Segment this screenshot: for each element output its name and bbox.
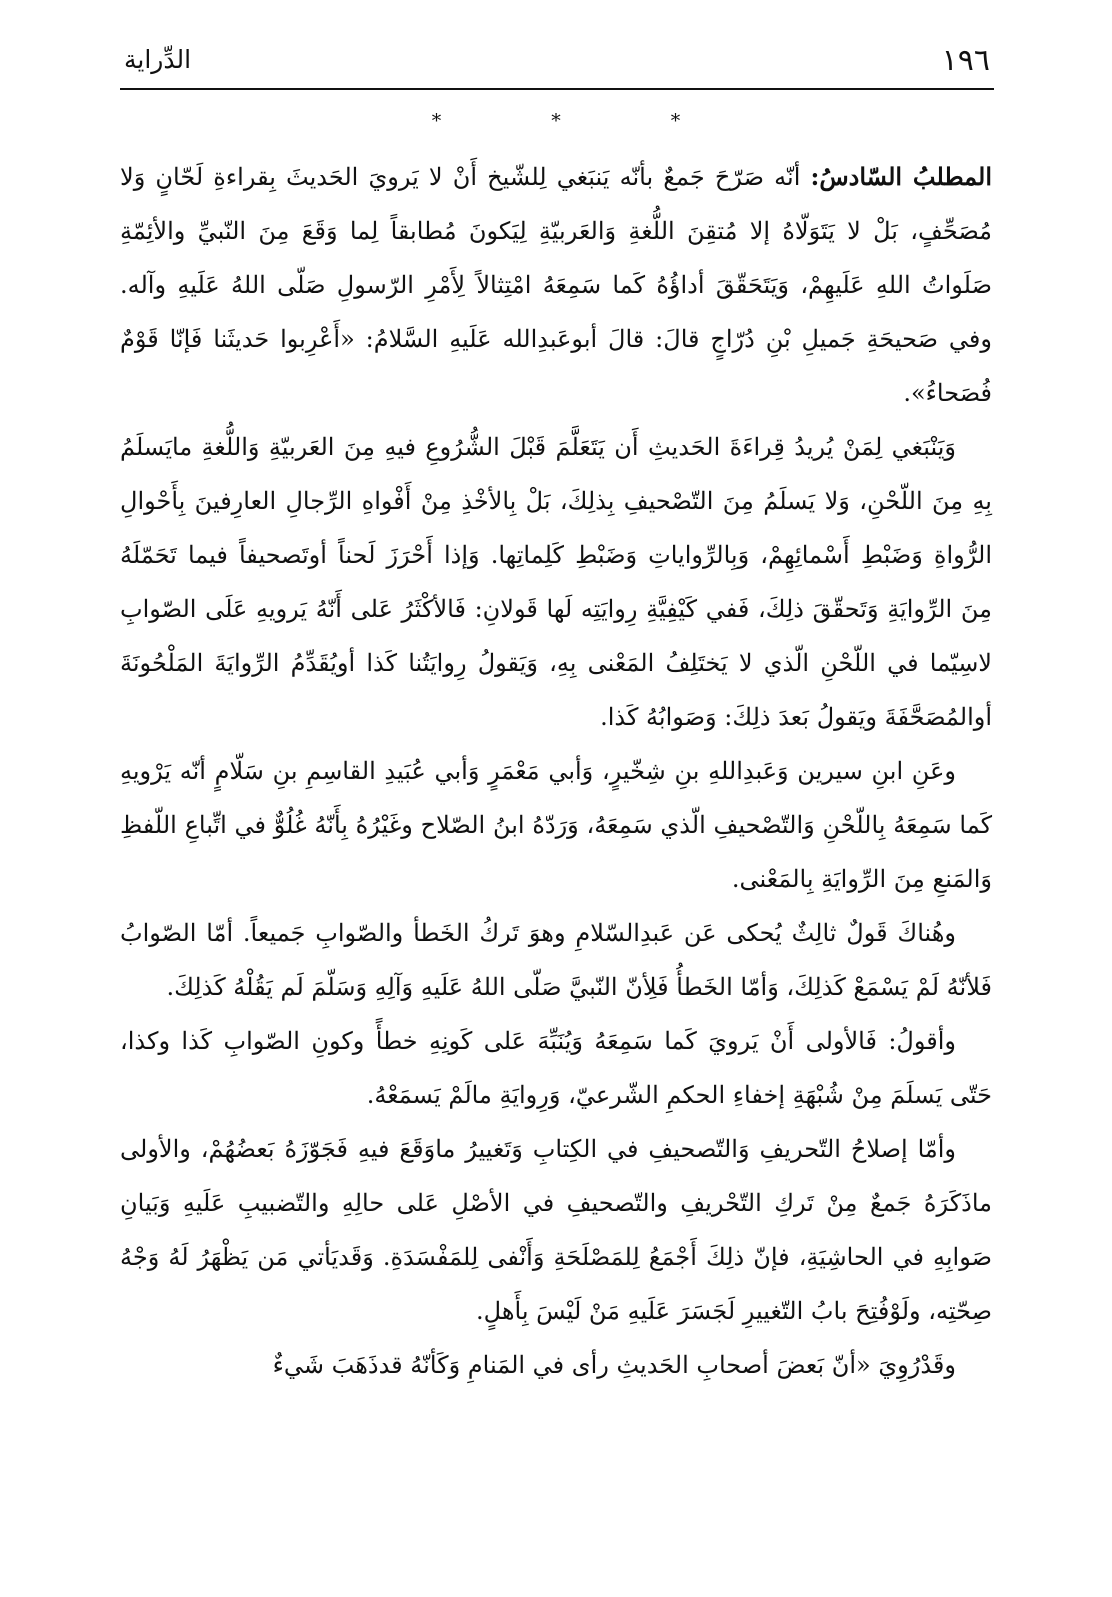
paragraph: وقَدْرُوِيَ «أنّ بَعضَ أصحابِ الحَديثِ رأى في المَنامِ وَكَأنّهُ قدذَهَبَ شَيءٌ [272,1351,956,1379]
page-header [120,40,994,90]
paragraph [120,150,992,420]
section-heading: المطلبُ السّادسُ: [810,162,992,191]
main-text [120,150,992,1392]
running-title: الدِّراية [124,45,192,74]
paragraph: وأمّا إصلاحُ التّحريفِ وَالتّصحيفِ في الكِتابِ وَتَغييرُ ماوَقَعَ فيهِ فَجَوّزَهُ بَعضُهُمْ، والأولى ماذَكَرَهُ جَمعٌ مِنْ تَركِ التّحْريفِ والتّصحيفِ في الأصْلِ عَلى حالِهِ والتّضبيبِ عَلَيهِ وَبَيانِ صَوابِهِ في الحاشِيَةِ، فإنّ ذلِكَ أَجْمَعُ لِلمَصْلَحَةِ وَأَنْفى لِلمَفْسَدَةِ. وَقَديَأتي مَن يَظْهَرُ لَهُ وَجْهُ صِحّتِه، ولَوْفُتِحَ بابُ التّغييرِ لَجَسَرَ عَلَيهِ مَنْ لَيْسَ بِأَهلٍ. [120,1135,992,1325]
paragraph-text: أنّه صَرّحَ جَمعٌ بأنّه يَنبَغي لِلشّيخ أَنْ لا يَرويَ الحَديثَ بِقراءةِ لَحّانٍ وَلا مُصَحِّفٍ، بَلْ لا يَتَوَلّاهُ إلا مُتقِنَ اللُّغةِ وَالعَربيّةِ لِيَكونَ مُطابقاً لِما وَقَعَ مِنَ النّبيِّ والأئِمّةِ صَلَواتُ اللهِ عَلَيهِمْ، وَيَتَحَقّقَ أداؤُهُ كَما سَمِعَهُ امْتِثالاً لِأَمْرِ الرّسولِ صَلّى اللهُ عَلَيهِ وآله. وفي صَحيحَةِ جَميلِ بْنِ دُرّاجٍ قالَ: قالَ أبوعَبدِالله عَلَيهِ السَّلامُ: «أَعْرِبوا حَديثَنا فَإنّا قَوْمٌ فُصَحاءُ». [120,163,993,407]
page-number: ١٩٦ [941,43,990,78]
paragraph: وَيَنْبَغي لِمَنْ يُريدُ قِراءَةَ الحَديثِ أَن يَتَعَلَّمَ قَبْلَ الشُّرُوعِ فيهِ مِنَ العَربيّةِ وَاللُّغةِ مايَسلَمُ بِهِ مِنَ اللّحْنِ، وَلا يَسلَمُ مِنَ التّصْحيفِ بِذلِكَ، بَلْ بِالأخْذِ مِنْ أَفْواهِ الرِّجالِ العارِفينَ بِأَحْوالِ الرُّواةِ وَضَبْطِ أَسْمائِهِمْ، وَبِالرِّواياتِ وَضَبْطِ كَلِماتِها. وَإذا أَحْرَزَ لَحناً أوتَصحيفاً فيما تَحَمّلَهُ مِنَ الرِّوايَةِ وَتَحقّقَ ذلِكَ، فَفي كَيْفِيَّةِ رِوايَتِه لَها قَولانِ: فَالأكْثَرُ عَلى أَنّهُ يَرويهِ عَلَى الصّوابِ لاسِيّما في اللّحْنِ الّذي لا يَختَلِفُ المَعْنى بِهِ، وَيَقولُ رِوايَتُنا كَذا أويُقَدِّمُ الرِّوايَةَ المَلْحُونَةَ أوالمُصَحَّفَةَ ويَقولُ بَعدَ ذلِكَ: وَصَوابُهُ كَذا. [120,433,993,731]
paragraph: وأقولُ: فَالأولى أَنْ يَرويَ كَما سَمِعَهُ وَيُنَبِّهَ عَلى كَونِهِ خطأً وكونِ الصّوابِ كَذا وكذا، حَتّى يَسلَمَ مِنْ شُبْهَةِ إخفاءِ الحكمِ الشّرعيّ، وَرِوايَةِ مالَمْ يَسمَعْهُ. [120,1027,992,1109]
section-separator: * * * [431,110,733,132]
paragraph: وعَنِ ابنِ سيرين وَعَبدِاللهِ بنِ شِخّيرٍ، وَأبي مَعْمَرٍ وَأبي عُبَيدِ القاسِمِ بنِ سَلّامٍ أنّه يَرْويهِ كَما سَمِعَهُ بِاللّحْنِ وَالتّصْحيفِ الّذي سَمِعَهُ، وَرَدّهُ ابنُ الصّلاح وغَيْرُهُ بِأَنّهُ غُلُوٌّ في اتِّباعِ اللّفظِ وَالمَنعِ مِنَ الرِّوايَةِ بِالمَعْنى. [120,757,992,893]
paragraph: وهُناكَ قَولٌ ثالِثٌ يُحكى عَن عَبدِالسّلامِ وهوَ تَركُ الخَطأ والصّوابِ جَميعاً. أمّا الصّوابُ فَلأنّهُ لَمْ يَسْمَعْ كَذلِكَ، وَأمّا الخَطأُ فَلِأنّ النّبيَّ صَلّى اللهُ عَلَيهِ وَآلِهِ وَسَلّمَ لَم يَقُلْهُ كَذلِكَ. [120,919,992,1001]
